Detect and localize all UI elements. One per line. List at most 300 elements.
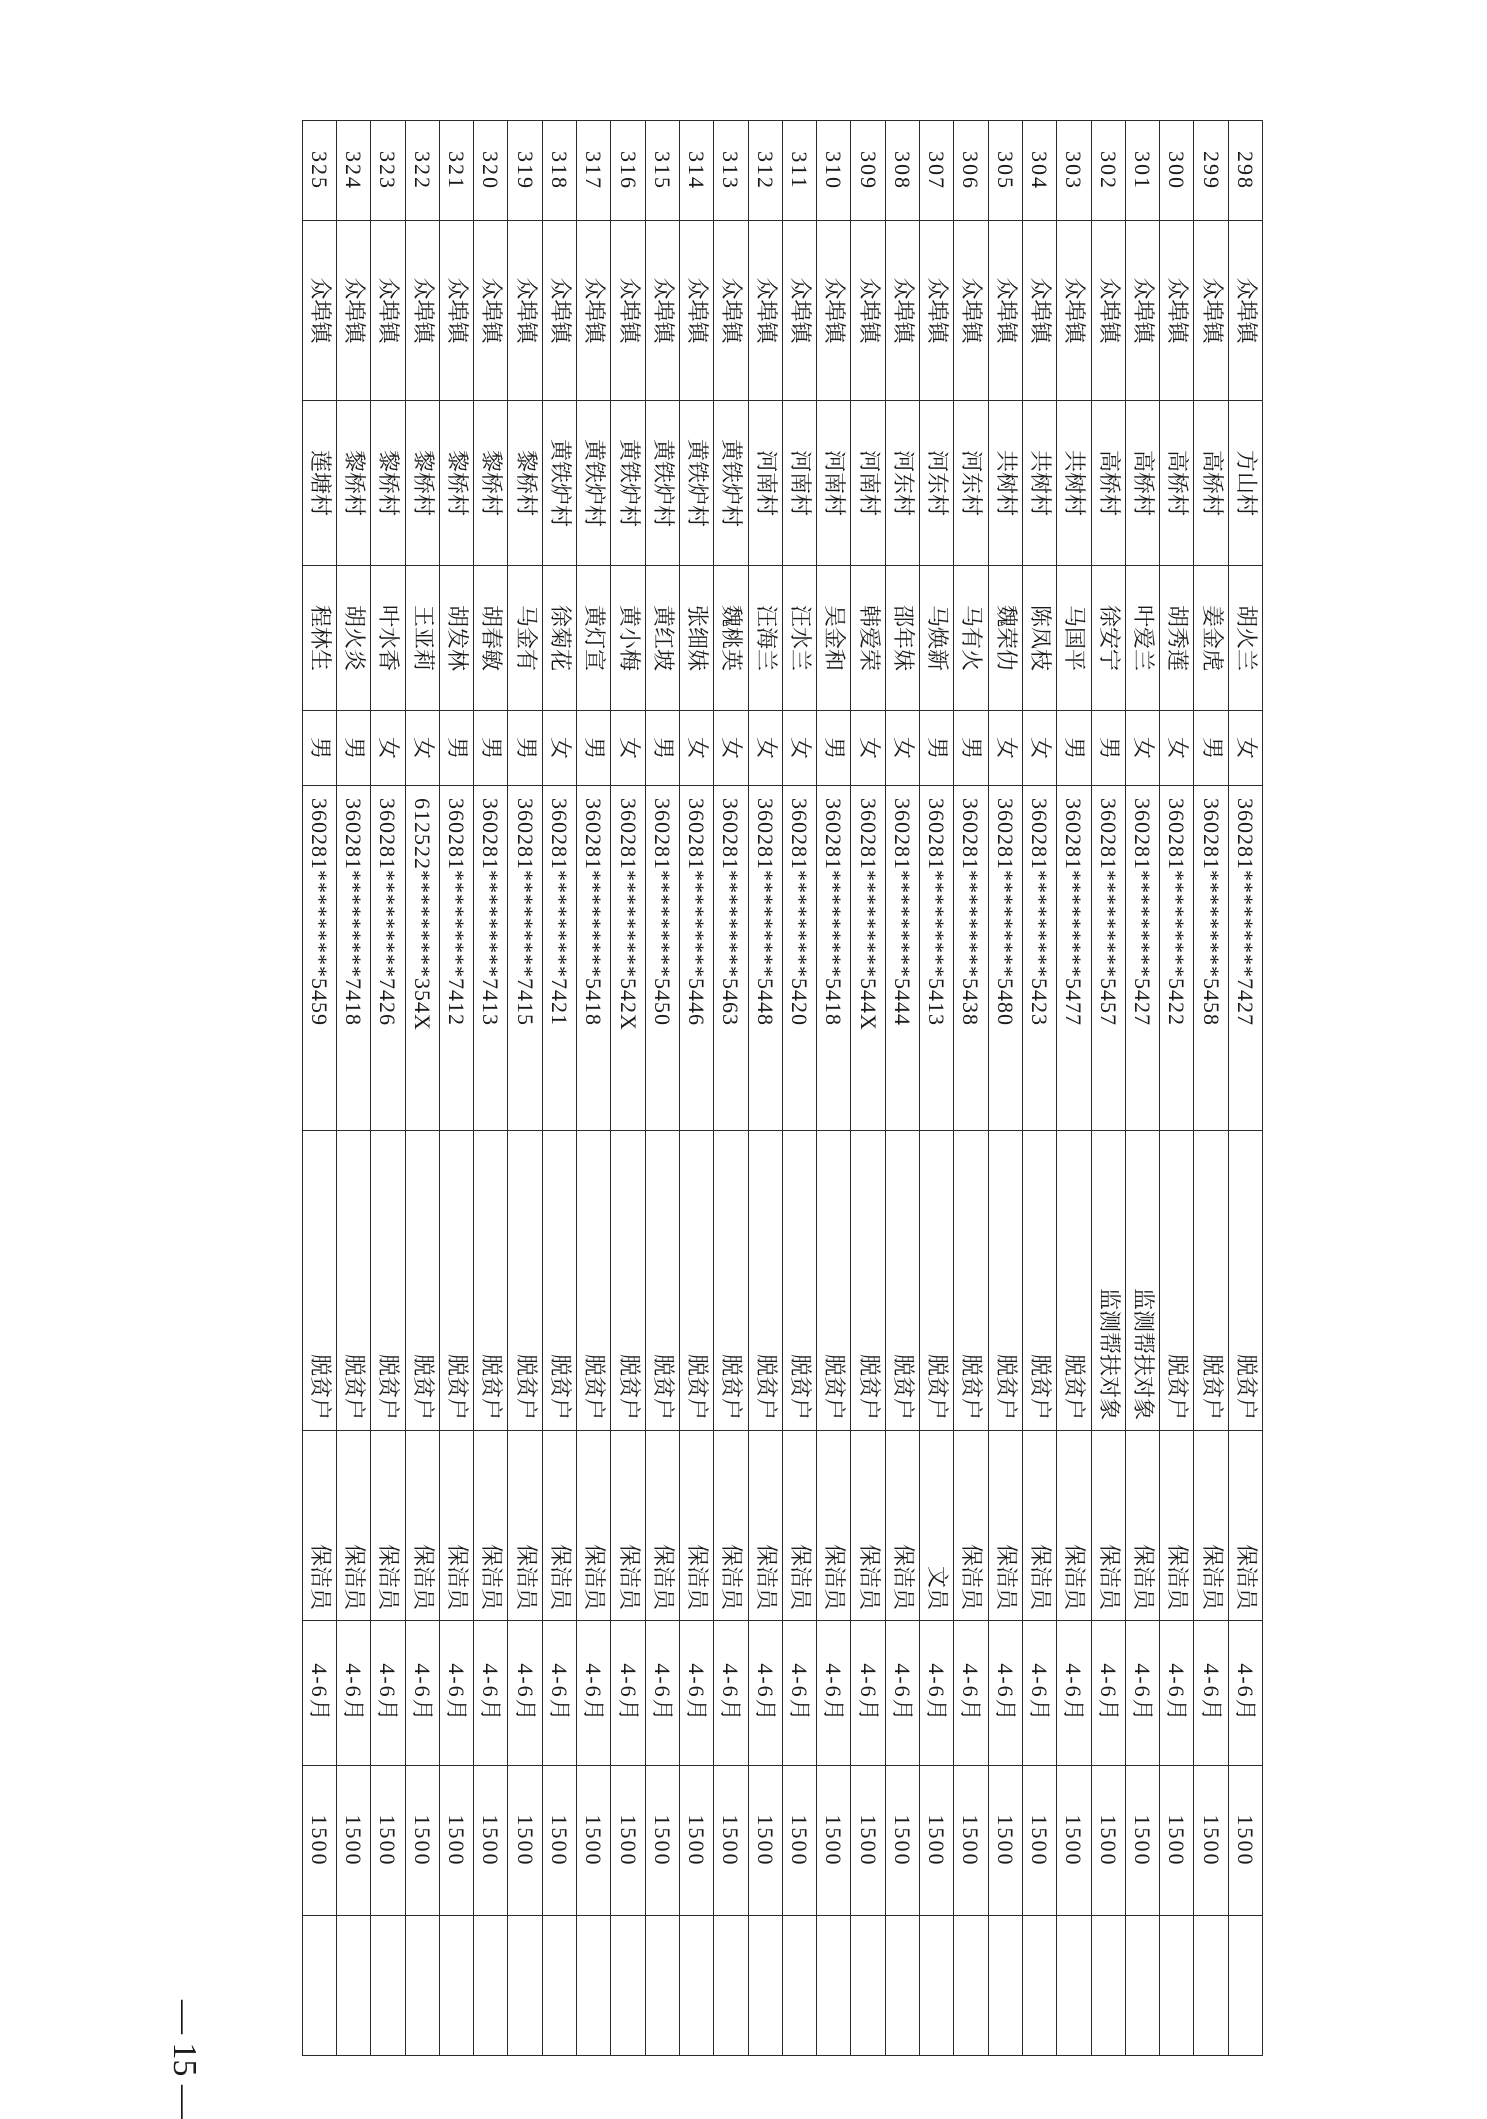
period-cell: 4-6月 bbox=[611, 1621, 645, 1766]
id-number-cell: 360281*********5438 bbox=[954, 786, 988, 1131]
job-cell: 保洁员 bbox=[1125, 1431, 1159, 1621]
row-number-cell: 314 bbox=[679, 121, 713, 221]
village-cell: 共树村 bbox=[1022, 401, 1056, 566]
household-type-cell: 脱贫户 bbox=[405, 1131, 439, 1431]
town-cell: 众埠镇 bbox=[645, 221, 679, 401]
row-number-cell: 310 bbox=[817, 121, 851, 221]
village-cell: 黄铁炉村 bbox=[611, 401, 645, 566]
household-type-cell: 脱贫户 bbox=[679, 1131, 713, 1431]
town-cell: 众埠镇 bbox=[336, 221, 370, 401]
town-cell: 众埠镇 bbox=[405, 221, 439, 401]
period-cell: 4-6月 bbox=[817, 1621, 851, 1766]
gender-cell: 女 bbox=[1228, 711, 1262, 786]
table-row bbox=[1091, 121, 1125, 2056]
row-number-cell: 322 bbox=[405, 121, 439, 221]
table-row bbox=[817, 121, 851, 2056]
name-cell: 叶爱兰 bbox=[1125, 566, 1159, 711]
blank-cell bbox=[508, 1916, 542, 2056]
amount-cell: 1500 bbox=[748, 1766, 782, 1916]
roster-body bbox=[302, 121, 1262, 2056]
town-cell: 众埠镇 bbox=[1228, 221, 1262, 401]
job-cell: 保洁员 bbox=[1194, 1431, 1228, 1621]
household-type-cell: 脱贫户 bbox=[336, 1131, 370, 1431]
household-type-cell: 脱贫户 bbox=[1022, 1131, 1056, 1431]
id-number-cell: 360281*********5446 bbox=[679, 786, 713, 1131]
town-cell: 众埠镇 bbox=[1194, 221, 1228, 401]
period-cell: 4-6月 bbox=[1057, 1621, 1091, 1766]
village-cell: 高桥村 bbox=[1194, 401, 1228, 566]
village-cell: 河南村 bbox=[748, 401, 782, 566]
name-cell: 吴金和 bbox=[817, 566, 851, 711]
town-cell: 众埠镇 bbox=[439, 221, 473, 401]
name-cell: 胡发林 bbox=[439, 566, 473, 711]
row-number-cell: 309 bbox=[851, 121, 885, 221]
household-type-cell: 脱贫户 bbox=[851, 1131, 885, 1431]
town-cell: 众埠镇 bbox=[920, 221, 954, 401]
period-cell: 4-6月 bbox=[474, 1621, 508, 1766]
job-cell: 保洁员 bbox=[577, 1431, 611, 1621]
id-number-cell: 360281*********5463 bbox=[714, 786, 748, 1131]
town-cell: 众埠镇 bbox=[1057, 221, 1091, 401]
amount-cell: 1500 bbox=[577, 1766, 611, 1916]
job-cell: 保洁员 bbox=[1057, 1431, 1091, 1621]
town-cell: 众埠镇 bbox=[542, 221, 576, 401]
household-type-cell: 脱贫户 bbox=[714, 1131, 748, 1431]
period-cell: 4-6月 bbox=[1228, 1621, 1262, 1766]
household-type-cell: 监测帮扶对象 bbox=[1091, 1131, 1125, 1431]
village-cell: 黄铁炉村 bbox=[577, 401, 611, 566]
period-cell: 4-6月 bbox=[542, 1621, 576, 1766]
gender-cell: 男 bbox=[302, 711, 336, 786]
amount-cell: 1500 bbox=[988, 1766, 1022, 1916]
table-row bbox=[371, 121, 405, 2056]
blank-cell bbox=[1194, 1916, 1228, 2056]
id-number-cell: 360281*********5422 bbox=[1160, 786, 1194, 1131]
name-cell: 陈凤枝 bbox=[1022, 566, 1056, 711]
id-number-cell: 360281*********544X bbox=[851, 786, 885, 1131]
job-cell: 保洁员 bbox=[336, 1431, 370, 1621]
amount-cell: 1500 bbox=[405, 1766, 439, 1916]
village-cell: 河南村 bbox=[782, 401, 816, 566]
blank-cell bbox=[439, 1916, 473, 2056]
id-number-cell: 360281*********7427 bbox=[1228, 786, 1262, 1131]
blank-cell bbox=[611, 1916, 645, 2056]
name-cell: 黄灯宣 bbox=[577, 566, 611, 711]
name-cell: 张细妹 bbox=[679, 566, 713, 711]
id-number-cell: 612522*********354X bbox=[405, 786, 439, 1131]
gender-cell: 男 bbox=[1057, 711, 1091, 786]
household-type-cell: 脱贫户 bbox=[439, 1131, 473, 1431]
village-cell: 河南村 bbox=[851, 401, 885, 566]
gender-cell: 男 bbox=[474, 711, 508, 786]
village-cell: 共树村 bbox=[988, 401, 1022, 566]
period-cell: 4-6月 bbox=[645, 1621, 679, 1766]
gender-cell: 男 bbox=[954, 711, 988, 786]
period-cell: 4-6月 bbox=[302, 1621, 336, 1766]
name-cell: 魏桃英 bbox=[714, 566, 748, 711]
household-type-cell: 脱贫户 bbox=[782, 1131, 816, 1431]
id-number-cell: 360281*********5450 bbox=[645, 786, 679, 1131]
table-row bbox=[714, 121, 748, 2056]
gender-cell: 男 bbox=[817, 711, 851, 786]
row-number-cell: 317 bbox=[577, 121, 611, 221]
table-row bbox=[782, 121, 816, 2056]
village-cell: 河东村 bbox=[885, 401, 919, 566]
period-cell: 4-6月 bbox=[885, 1621, 919, 1766]
row-number-cell: 313 bbox=[714, 121, 748, 221]
village-cell: 黎桥村 bbox=[508, 401, 542, 566]
name-cell: 汪水兰 bbox=[782, 566, 816, 711]
household-type-cell: 脱贫户 bbox=[302, 1131, 336, 1431]
period-cell: 4-6月 bbox=[1091, 1621, 1125, 1766]
town-cell: 众埠镇 bbox=[954, 221, 988, 401]
id-number-cell: 360281*********5457 bbox=[1091, 786, 1125, 1131]
gender-cell: 男 bbox=[1091, 711, 1125, 786]
id-number-cell: 360281*********5418 bbox=[577, 786, 611, 1131]
name-cell: 姜金虎 bbox=[1194, 566, 1228, 711]
household-type-cell: 脱贫户 bbox=[508, 1131, 542, 1431]
table-row bbox=[302, 121, 336, 2056]
table-row bbox=[885, 121, 919, 2056]
gender-cell: 男 bbox=[645, 711, 679, 786]
amount-cell: 1500 bbox=[474, 1766, 508, 1916]
job-cell: 保洁员 bbox=[371, 1431, 405, 1621]
amount-cell: 1500 bbox=[954, 1766, 988, 1916]
id-number-cell: 360281*********5480 bbox=[988, 786, 1022, 1131]
id-number-cell: 360281*********7412 bbox=[439, 786, 473, 1131]
table-row bbox=[748, 121, 782, 2056]
amount-cell: 1500 bbox=[679, 1766, 713, 1916]
table-row bbox=[1022, 121, 1056, 2056]
blank-cell bbox=[336, 1916, 370, 2056]
period-cell: 4-6月 bbox=[1160, 1621, 1194, 1766]
town-cell: 众埠镇 bbox=[577, 221, 611, 401]
table-row bbox=[1194, 121, 1228, 2056]
row-number-cell: 298 bbox=[1228, 121, 1262, 221]
id-number-cell: 360281*********5477 bbox=[1057, 786, 1091, 1131]
amount-cell: 1500 bbox=[645, 1766, 679, 1916]
table-row bbox=[336, 121, 370, 2056]
name-cell: 邵年妹 bbox=[885, 566, 919, 711]
period-cell: 4-6月 bbox=[336, 1621, 370, 1766]
period-cell: 4-6月 bbox=[782, 1621, 816, 1766]
name-cell: 马焕新 bbox=[920, 566, 954, 711]
household-type-cell: 脱贫户 bbox=[1194, 1131, 1228, 1431]
amount-cell: 1500 bbox=[336, 1766, 370, 1916]
blank-cell bbox=[954, 1916, 988, 2056]
amount-cell: 1500 bbox=[1194, 1766, 1228, 1916]
table-row bbox=[679, 121, 713, 2056]
row-number-cell: 324 bbox=[336, 121, 370, 221]
household-type-cell: 脱贫户 bbox=[954, 1131, 988, 1431]
table-row bbox=[1160, 121, 1194, 2056]
blank-cell bbox=[302, 1916, 336, 2056]
amount-cell: 1500 bbox=[714, 1766, 748, 1916]
gender-cell: 女 bbox=[714, 711, 748, 786]
row-number-cell: 302 bbox=[1091, 121, 1125, 221]
gender-cell: 男 bbox=[577, 711, 611, 786]
blank-cell bbox=[1057, 1916, 1091, 2056]
row-number-cell: 306 bbox=[954, 121, 988, 221]
name-cell: 胡火兰 bbox=[1228, 566, 1262, 711]
amount-cell: 1500 bbox=[920, 1766, 954, 1916]
job-cell: 保洁员 bbox=[1091, 1431, 1125, 1621]
town-cell: 众埠镇 bbox=[611, 221, 645, 401]
village-cell: 河东村 bbox=[954, 401, 988, 566]
job-cell: 保洁员 bbox=[679, 1431, 713, 1621]
household-type-cell: 脱贫户 bbox=[885, 1131, 919, 1431]
job-cell: 保洁员 bbox=[782, 1431, 816, 1621]
household-type-cell: 脱贫户 bbox=[988, 1131, 1022, 1431]
household-type-cell: 脱贫户 bbox=[1228, 1131, 1262, 1431]
village-cell: 黎桥村 bbox=[439, 401, 473, 566]
town-cell: 众埠镇 bbox=[782, 221, 816, 401]
amount-cell: 1500 bbox=[1228, 1766, 1262, 1916]
blank-cell bbox=[405, 1916, 439, 2056]
job-cell: 保洁员 bbox=[988, 1431, 1022, 1621]
blank-cell bbox=[1228, 1916, 1262, 2056]
row-number-cell: 325 bbox=[302, 121, 336, 221]
town-cell: 众埠镇 bbox=[302, 221, 336, 401]
id-number-cell: 360281*********5458 bbox=[1194, 786, 1228, 1131]
blank-cell bbox=[371, 1916, 405, 2056]
name-cell: 汪海兰 bbox=[748, 566, 782, 711]
job-cell: 保洁员 bbox=[748, 1431, 782, 1621]
id-number-cell: 360281*********7421 bbox=[542, 786, 576, 1131]
job-cell: 保洁员 bbox=[611, 1431, 645, 1621]
town-cell: 众埠镇 bbox=[988, 221, 1022, 401]
period-cell: 4-6月 bbox=[954, 1621, 988, 1766]
blank-cell bbox=[920, 1916, 954, 2056]
blank-cell bbox=[474, 1916, 508, 2056]
table-row bbox=[1228, 121, 1262, 2056]
blank-cell bbox=[645, 1916, 679, 2056]
job-cell: 保洁员 bbox=[542, 1431, 576, 1621]
household-type-cell: 脱贫户 bbox=[1160, 1131, 1194, 1431]
period-cell: 4-6月 bbox=[920, 1621, 954, 1766]
row-number-cell: 321 bbox=[439, 121, 473, 221]
amount-cell: 1500 bbox=[851, 1766, 885, 1916]
id-number-cell: 360281*********5423 bbox=[1022, 786, 1056, 1131]
amount-cell: 1500 bbox=[508, 1766, 542, 1916]
name-cell: 黄红坡 bbox=[645, 566, 679, 711]
gender-cell: 女 bbox=[988, 711, 1022, 786]
gender-cell: 男 bbox=[1194, 711, 1228, 786]
row-number-cell: 307 bbox=[920, 121, 954, 221]
village-cell: 黎桥村 bbox=[371, 401, 405, 566]
job-cell: 保洁员 bbox=[817, 1431, 851, 1621]
amount-cell: 1500 bbox=[1125, 1766, 1159, 1916]
blank-cell bbox=[679, 1916, 713, 2056]
job-cell: 保洁员 bbox=[645, 1431, 679, 1621]
town-cell: 众埠镇 bbox=[474, 221, 508, 401]
town-cell: 众埠镇 bbox=[1125, 221, 1159, 401]
period-cell: 4-6月 bbox=[851, 1621, 885, 1766]
household-type-cell: 脱贫户 bbox=[748, 1131, 782, 1431]
row-number-cell: 318 bbox=[542, 121, 576, 221]
blank-cell bbox=[577, 1916, 611, 2056]
id-number-cell: 360281*********7418 bbox=[336, 786, 370, 1131]
amount-cell: 1500 bbox=[439, 1766, 473, 1916]
town-cell: 众埠镇 bbox=[1022, 221, 1056, 401]
rotated-page bbox=[166, 120, 1263, 2119]
blank-cell bbox=[885, 1916, 919, 2056]
job-cell: 保洁员 bbox=[439, 1431, 473, 1621]
gender-cell: 男 bbox=[920, 711, 954, 786]
name-cell: 王亚莉 bbox=[405, 566, 439, 711]
table-row bbox=[611, 121, 645, 2056]
id-number-cell: 360281*********7415 bbox=[508, 786, 542, 1131]
village-cell: 方山村 bbox=[1228, 401, 1262, 566]
blank-cell bbox=[1125, 1916, 1159, 2056]
village-cell: 共树村 bbox=[1057, 401, 1091, 566]
household-type-cell: 脱贫户 bbox=[645, 1131, 679, 1431]
blank-cell bbox=[1160, 1916, 1194, 2056]
village-cell: 黄铁炉村 bbox=[542, 401, 576, 566]
household-type-cell: 脱贫户 bbox=[611, 1131, 645, 1431]
page-number: — 15 — bbox=[166, 2000, 203, 2119]
gender-cell: 女 bbox=[542, 711, 576, 786]
town-cell: 众埠镇 bbox=[371, 221, 405, 401]
table-row bbox=[405, 121, 439, 2056]
name-cell: 马金有 bbox=[508, 566, 542, 711]
period-cell: 4-6月 bbox=[405, 1621, 439, 1766]
period-cell: 4-6月 bbox=[439, 1621, 473, 1766]
blank-cell bbox=[542, 1916, 576, 2056]
village-cell: 河东村 bbox=[920, 401, 954, 566]
amount-cell: 1500 bbox=[1091, 1766, 1125, 1916]
blank-cell bbox=[714, 1916, 748, 2056]
row-number-cell: 300 bbox=[1160, 121, 1194, 221]
town-cell: 众埠镇 bbox=[679, 221, 713, 401]
village-cell: 黎桥村 bbox=[405, 401, 439, 566]
blank-cell bbox=[748, 1916, 782, 2056]
id-number-cell: 360281*********7426 bbox=[371, 786, 405, 1131]
name-cell: 韩爱荣 bbox=[851, 566, 885, 711]
row-number-cell: 301 bbox=[1125, 121, 1159, 221]
row-number-cell: 320 bbox=[474, 121, 508, 221]
town-cell: 众埠镇 bbox=[851, 221, 885, 401]
id-number-cell: 360281*********5413 bbox=[920, 786, 954, 1131]
table-row bbox=[1125, 121, 1159, 2056]
job-cell: 保洁员 bbox=[954, 1431, 988, 1621]
job-cell: 保洁员 bbox=[474, 1431, 508, 1621]
table-row bbox=[920, 121, 954, 2056]
job-cell: 保洁员 bbox=[405, 1431, 439, 1621]
id-number-cell: 360281*********5420 bbox=[782, 786, 816, 1131]
row-number-cell: 319 bbox=[508, 121, 542, 221]
village-cell: 黄铁炉村 bbox=[679, 401, 713, 566]
id-number-cell: 360281*********5448 bbox=[748, 786, 782, 1131]
village-cell: 河南村 bbox=[817, 401, 851, 566]
period-cell: 4-6月 bbox=[1125, 1621, 1159, 1766]
household-type-cell: 脱贫户 bbox=[474, 1131, 508, 1431]
id-number-cell: 360281*********5418 bbox=[817, 786, 851, 1131]
name-cell: 叶水香 bbox=[371, 566, 405, 711]
row-number-cell: 308 bbox=[885, 121, 919, 221]
row-number-cell: 305 bbox=[988, 121, 1022, 221]
gender-cell: 女 bbox=[679, 711, 713, 786]
row-number-cell: 316 bbox=[611, 121, 645, 221]
job-cell: 保洁员 bbox=[1160, 1431, 1194, 1621]
amount-cell: 1500 bbox=[1160, 1766, 1194, 1916]
gender-cell: 女 bbox=[1160, 711, 1194, 786]
village-cell: 黄铁炉村 bbox=[714, 401, 748, 566]
name-cell: 胡春敏 bbox=[474, 566, 508, 711]
period-cell: 4-6月 bbox=[577, 1621, 611, 1766]
amount-cell: 1500 bbox=[611, 1766, 645, 1916]
table-row bbox=[851, 121, 885, 2056]
village-cell: 高桥村 bbox=[1160, 401, 1194, 566]
village-cell: 莲塘村 bbox=[302, 401, 336, 566]
gender-cell: 女 bbox=[371, 711, 405, 786]
row-number-cell: 323 bbox=[371, 121, 405, 221]
town-cell: 众埠镇 bbox=[748, 221, 782, 401]
gender-cell: 男 bbox=[439, 711, 473, 786]
name-cell: 徐菊花 bbox=[542, 566, 576, 711]
job-cell: 保洁员 bbox=[885, 1431, 919, 1621]
period-cell: 4-6月 bbox=[988, 1621, 1022, 1766]
row-number-cell: 303 bbox=[1057, 121, 1091, 221]
gender-cell: 女 bbox=[748, 711, 782, 786]
town-cell: 众埠镇 bbox=[817, 221, 851, 401]
gender-cell: 女 bbox=[885, 711, 919, 786]
table-row bbox=[542, 121, 576, 2056]
name-cell: 胡火炎 bbox=[336, 566, 370, 711]
household-type-cell: 监测帮扶对象 bbox=[1125, 1131, 1159, 1431]
table-row bbox=[439, 121, 473, 2056]
row-number-cell: 312 bbox=[748, 121, 782, 221]
id-number-cell: 360281*********5427 bbox=[1125, 786, 1159, 1131]
id-number-cell: 360281*********542X bbox=[611, 786, 645, 1131]
village-cell: 高桥村 bbox=[1125, 401, 1159, 566]
gender-cell: 女 bbox=[782, 711, 816, 786]
job-cell: 保洁员 bbox=[302, 1431, 336, 1621]
roster-table bbox=[302, 120, 1263, 2056]
town-cell: 众埠镇 bbox=[714, 221, 748, 401]
name-cell: 马有火 bbox=[954, 566, 988, 711]
name-cell: 徐安宁 bbox=[1091, 566, 1125, 711]
table-row bbox=[474, 121, 508, 2056]
blank-cell bbox=[817, 1916, 851, 2056]
household-type-cell: 脱贫户 bbox=[817, 1131, 851, 1431]
id-number-cell: 360281*********7413 bbox=[474, 786, 508, 1131]
household-type-cell: 脱贫户 bbox=[1057, 1131, 1091, 1431]
table-row bbox=[1057, 121, 1091, 2056]
id-number-cell: 360281*********5459 bbox=[302, 786, 336, 1131]
gender-cell: 女 bbox=[1125, 711, 1159, 786]
household-type-cell: 脱贫户 bbox=[577, 1131, 611, 1431]
village-cell: 黄铁炉村 bbox=[645, 401, 679, 566]
town-cell: 众埠镇 bbox=[1160, 221, 1194, 401]
blank-cell bbox=[988, 1916, 1022, 2056]
row-number-cell: 304 bbox=[1022, 121, 1056, 221]
period-cell: 4-6月 bbox=[1194, 1621, 1228, 1766]
job-cell: 保洁员 bbox=[851, 1431, 885, 1621]
table-row bbox=[508, 121, 542, 2056]
gender-cell: 女 bbox=[611, 711, 645, 786]
gender-cell: 男 bbox=[508, 711, 542, 786]
blank-cell bbox=[1022, 1916, 1056, 2056]
village-cell: 黎桥村 bbox=[474, 401, 508, 566]
village-cell: 黎桥村 bbox=[336, 401, 370, 566]
period-cell: 4-6月 bbox=[679, 1621, 713, 1766]
gender-cell: 男 bbox=[336, 711, 370, 786]
blank-cell bbox=[851, 1916, 885, 2056]
town-cell: 众埠镇 bbox=[508, 221, 542, 401]
village-cell: 高桥村 bbox=[1091, 401, 1125, 566]
row-number-cell: 299 bbox=[1194, 121, 1228, 221]
